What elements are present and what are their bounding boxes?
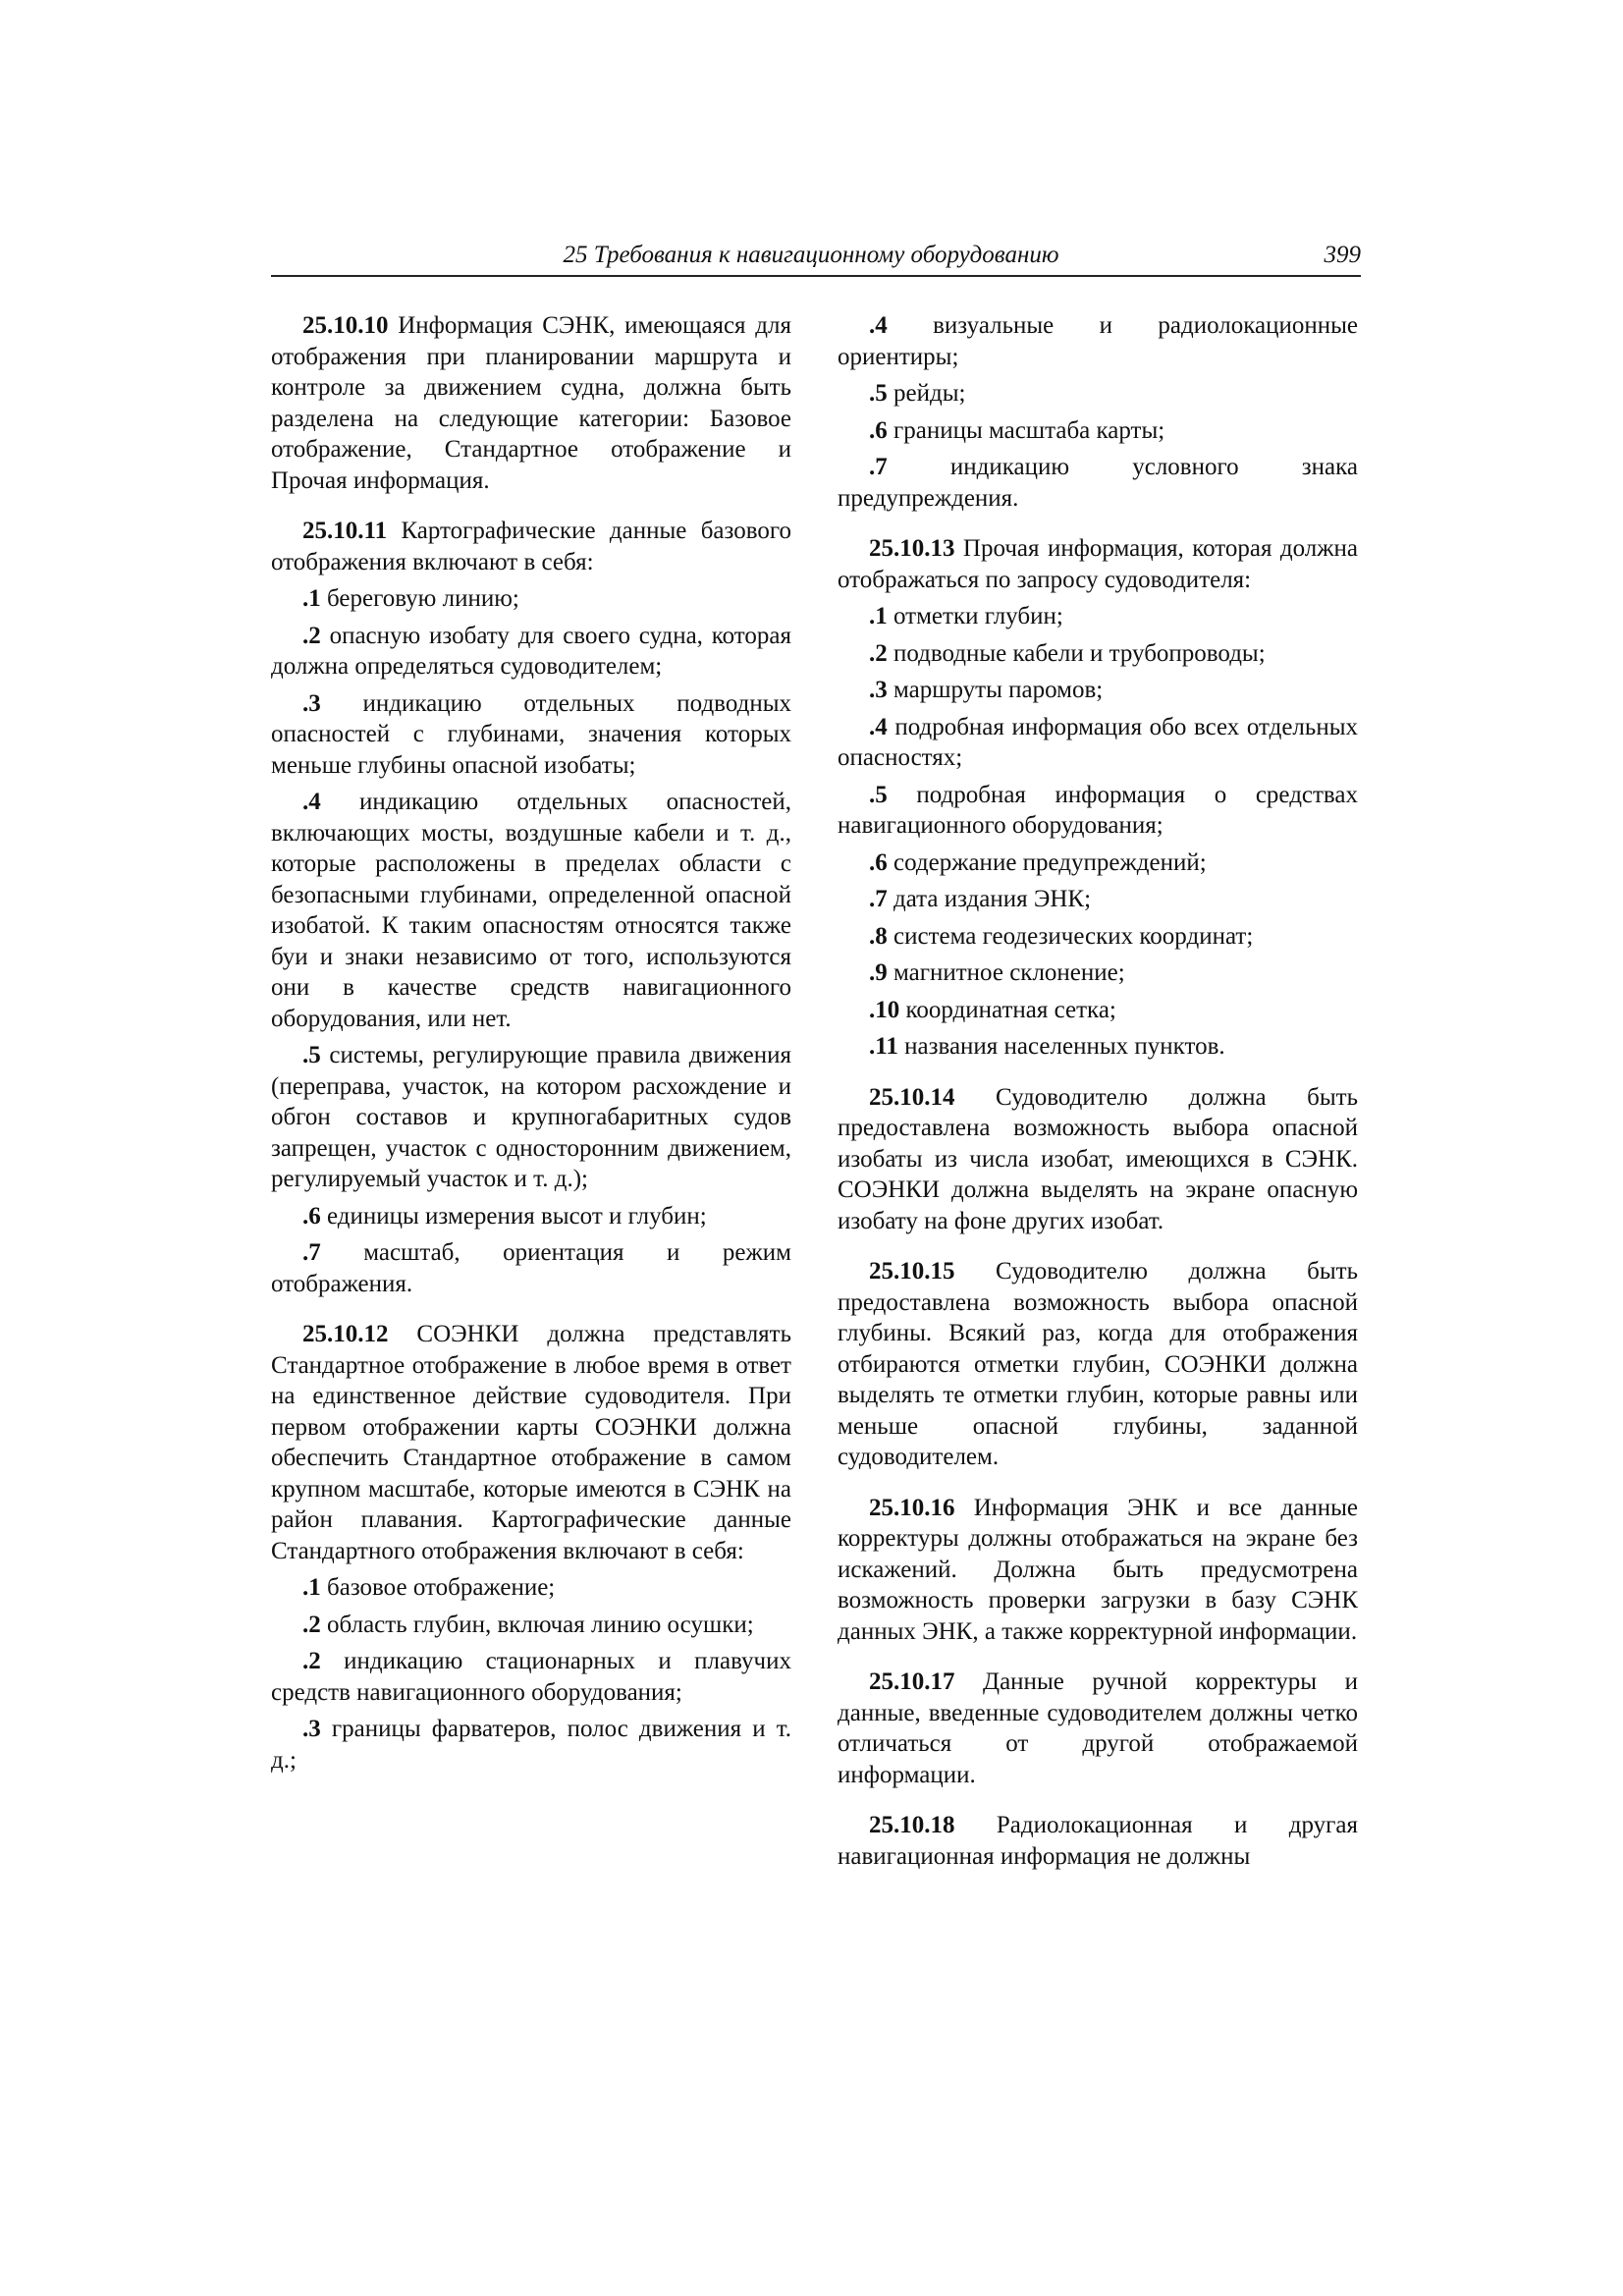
paragraph-text: дата издания ЭНК; xyxy=(887,886,1092,912)
list-item xyxy=(838,675,1358,706)
list-item xyxy=(838,452,1358,514)
item-number: .5 xyxy=(869,781,888,808)
paragraph-text: Картографические данные базового отображения включают в себя: xyxy=(271,518,791,575)
item-number: .7 xyxy=(869,454,888,480)
item-number: .10 xyxy=(869,996,900,1023)
running-header xyxy=(271,242,1361,277)
item-number: .5 xyxy=(302,1042,321,1068)
list-item xyxy=(271,787,791,1034)
list-item xyxy=(271,621,791,683)
paragraph-text: индикацию условного знака предупреждения. xyxy=(838,454,1358,512)
paragraph-text: Информация ЭНК и все данные корректуры должны отображаться на экране без искажений. Должна быть предусмотрена возможность проверки загрузки в базу СЭНК данных ЭНК, а также корректурной информации. xyxy=(838,1494,1358,1645)
clause-number: 25.10.16 xyxy=(869,1494,955,1521)
paragraph-text: отметки глубин; xyxy=(887,603,1063,629)
item-number: .11 xyxy=(869,1033,898,1060)
list-item xyxy=(838,1031,1358,1063)
paragraph-text: СОЭНКИ должна представлять Стандартное отображение в любое время в ответ на единственное действие судоводителя. При первом отображении карты СОЭНКИ должна обеспечить Стандартное отображение в самом крупном масштабе, которые имеются в СЭНК на район плавания. Картографические данные Стандартного отображения включают в себя: xyxy=(271,1321,791,1564)
paragraph-text: Прочая информация, которая должна отображаться по запросу судоводителя: xyxy=(838,535,1358,593)
page-number: 399 xyxy=(1324,242,1361,268)
paragraph-text: границы фарватеров, полос движения и т. д.; xyxy=(271,1716,791,1774)
clause-number: 25.10.13 xyxy=(869,535,955,562)
paragraph-text: индикацию стационарных и плавучих средств навигационного оборудования; xyxy=(271,1648,791,1706)
paragraph-text: системы, регулирующие правила движения (переправа, участок, на котором расхождение и обгон составов и крупногабаритных судов запрещен, участок с односторонним движением, регулируемый участок и т. д.); xyxy=(271,1042,791,1192)
item-number: .6 xyxy=(869,848,888,876)
clause-paragraph xyxy=(271,516,791,577)
item-number: .1 xyxy=(302,1574,321,1601)
clause-paragraph xyxy=(838,533,1358,595)
paragraph-text: область глубин, включая линию осушки; xyxy=(320,1611,754,1638)
paragraph-text: система геодезических координат; xyxy=(887,922,1254,950)
paragraph-text: содержание предупреждений; xyxy=(887,848,1207,876)
paragraph-text: индикацию отдельных подводных опасностей с глубинами, значения которых меньше глубины опасной изобаты; xyxy=(271,689,791,779)
clause-number: 25.10.17 xyxy=(869,1668,955,1695)
item-number: .2 xyxy=(302,1648,321,1674)
paragraph-text: опасную изобату для своего судна, которая должна определяться судоводителем; xyxy=(271,622,791,680)
paragraph-text: Судоводителю должна быть предоставлена возможность выбора опасной изобаты из числа изобат, имеющихся в СЭНК. СОЭНКИ должна выделять на экране опасную изобату на фоне других изобат. xyxy=(838,1083,1358,1234)
list-item xyxy=(271,583,791,615)
clause-number: 25.10.15 xyxy=(869,1258,955,1285)
list-item xyxy=(838,638,1358,670)
paragraph-text: Данные ручной корректуры и данные, введенные судоводителем должны четко отличаться от другой отображаемой информации. xyxy=(838,1668,1358,1788)
item-number: .4 xyxy=(869,312,888,339)
paragraph-text: подробная информация о средствах навигационного оборудования; xyxy=(838,781,1358,839)
item-number: .9 xyxy=(869,959,888,986)
paragraph-text: единицы измерения высот и глубин; xyxy=(320,1202,707,1230)
item-number: .1 xyxy=(302,585,321,612)
clause-number: 25.10.14 xyxy=(869,1083,955,1111)
paragraph-text: подробная информация обо всех отдельных опасностях; xyxy=(838,713,1358,771)
item-number: .4 xyxy=(869,713,888,740)
paragraph-text: масштаб, ориентация и режим отображения. xyxy=(271,1239,791,1297)
paragraph-text: базовое отображение; xyxy=(320,1574,556,1601)
item-number: .4 xyxy=(302,789,321,815)
right-column xyxy=(838,310,1358,1878)
paragraph-text: Радиолокационная и другая навигационная информация не должны xyxy=(838,1812,1358,1870)
paragraph-text: визуальные и радиолокационные ориентиры; xyxy=(838,312,1358,370)
paragraph-text: рейды; xyxy=(887,380,966,407)
item-number: .2 xyxy=(302,1611,321,1638)
list-item xyxy=(271,1610,791,1641)
paragraph-text: маршруты паромов; xyxy=(887,677,1104,703)
item-number: .7 xyxy=(869,886,888,912)
clause-paragraph xyxy=(271,310,791,496)
list-item xyxy=(271,1237,791,1299)
paragraph-text: Информация СЭНК, имеющаяся для отображения при планировании маршрута и контроле за движением судна, должна быть разделена на следующие категории: Базовое отображение, Стандартное отображение и Прочая информация. xyxy=(271,312,791,494)
item-number: .6 xyxy=(869,416,888,444)
list-item xyxy=(838,601,1358,632)
item-number: .3 xyxy=(302,1716,321,1742)
list-item xyxy=(838,995,1358,1026)
clause-paragraph xyxy=(838,1493,1358,1648)
item-number: .2 xyxy=(302,622,321,649)
item-number: .6 xyxy=(302,1202,321,1230)
list-item xyxy=(271,688,791,782)
list-item xyxy=(838,712,1358,774)
list-item xyxy=(838,780,1358,842)
list-item xyxy=(271,1646,791,1708)
paragraph-text: Судоводителю должна быть предоставлена возможность выбора опасной глубины. Всякий раз, когда для отображения отбираются отметки глубин, СОЭНКИ должна выделять те отметки глубин, которые равны или меньше опасной глубины, заданной судоводителем. xyxy=(838,1258,1358,1470)
list-item xyxy=(271,1040,791,1195)
list-item xyxy=(838,415,1358,447)
clause-paragraph xyxy=(838,1256,1358,1473)
list-item xyxy=(838,921,1358,953)
paragraph-text: магнитное склонение; xyxy=(887,959,1125,986)
item-number: .5 xyxy=(869,380,888,407)
paragraph-text: береговую линию; xyxy=(320,585,519,612)
paragraph-text: координатная сетка; xyxy=(899,996,1116,1023)
clause-number: 25.10.10 xyxy=(302,312,389,339)
list-item xyxy=(838,957,1358,989)
item-number: .2 xyxy=(869,639,888,667)
list-item xyxy=(838,884,1358,915)
item-number: .8 xyxy=(869,922,888,950)
list-item xyxy=(271,1714,791,1776)
item-number: .3 xyxy=(869,677,888,703)
list-item xyxy=(271,1572,791,1604)
clause-paragraph xyxy=(838,1810,1358,1872)
clause-number: 25.10.12 xyxy=(302,1321,389,1347)
item-number: .7 xyxy=(302,1239,321,1266)
left-column xyxy=(271,310,791,1781)
list-item xyxy=(838,378,1358,410)
list-item xyxy=(838,847,1358,879)
paragraph-text: индикацию отдельных опасностей, включающих мосты, воздушные кабели и т. д., которые расположены в пределах области с безопасными глубинами, определенной опасной изобатой. К таким опасностям относятся также буи и знаки независимо от того, используются они в качестве средств навигационного оборудования, или нет. xyxy=(271,789,791,1032)
list-item xyxy=(838,310,1358,372)
clause-paragraph xyxy=(838,1082,1358,1237)
item-number: .3 xyxy=(302,689,321,717)
clause-number: 25.10.11 xyxy=(302,518,388,544)
paragraph-text: границы масштаба карты; xyxy=(887,416,1165,444)
list-item xyxy=(271,1201,791,1232)
paragraph-text: названия населенных пунктов. xyxy=(897,1033,1225,1060)
running-title: 25 Требования к навигационному оборудованию xyxy=(563,242,1059,268)
paragraph-text: подводные кабели и трубопроводы; xyxy=(887,639,1266,667)
item-number: .1 xyxy=(869,603,888,629)
clause-paragraph xyxy=(271,1319,791,1566)
clause-number: 25.10.18 xyxy=(869,1812,955,1838)
clause-paragraph xyxy=(838,1667,1358,1790)
